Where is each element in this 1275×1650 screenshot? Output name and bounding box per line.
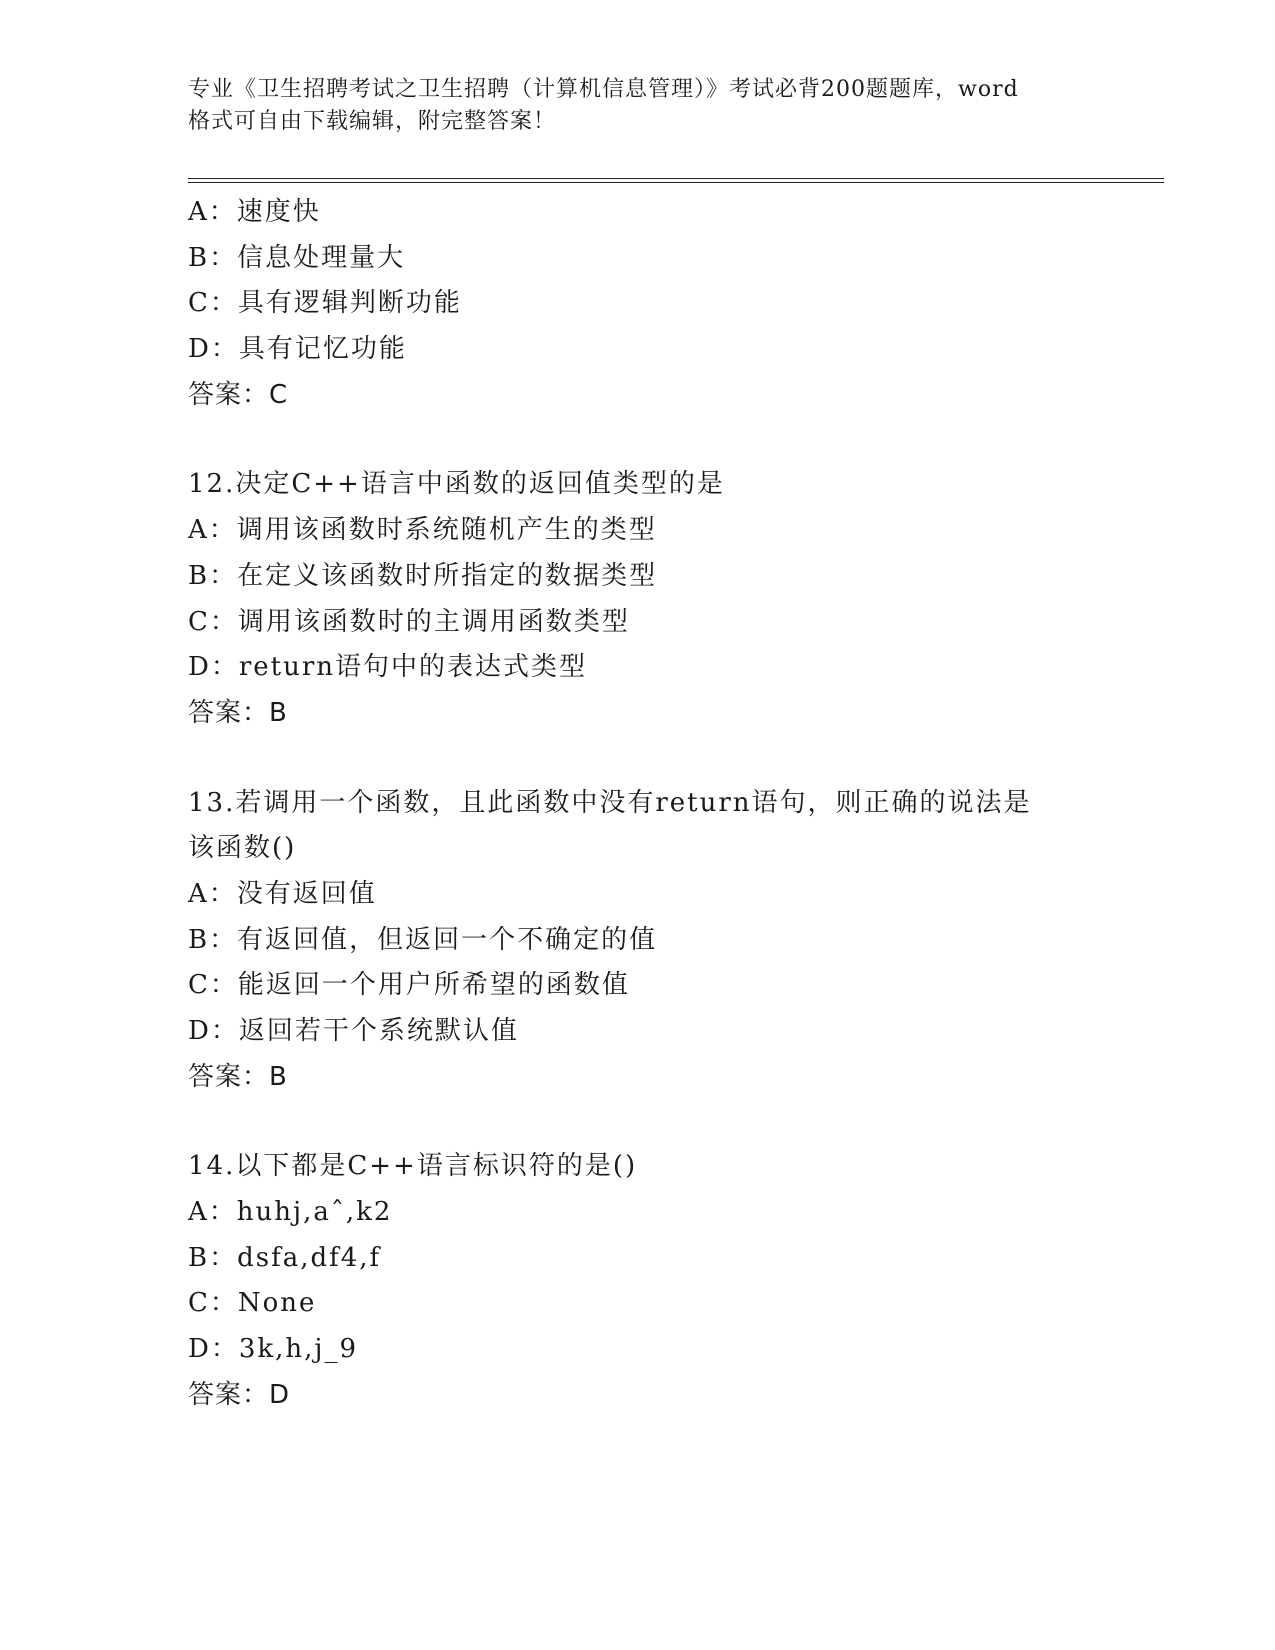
header-line-2: 格式可自由下载编辑，附完整答案！: [188, 109, 557, 134]
question-text: 14.以下都是C++语言标识符的是(): [188, 1151, 638, 1182]
option-b: B：有返回值，但返回一个不确定的值: [188, 924, 658, 955]
option-c: C：调用该函数时的主调用函数类型: [188, 606, 630, 637]
option-b: B：dsfa,df4,f: [188, 1242, 382, 1273]
answer: 答案：C: [188, 379, 289, 410]
option-d: D：3k,h,j_9: [188, 1334, 359, 1365]
option-c: C：具有逻辑判断功能: [188, 288, 462, 319]
answer: 答案：B: [188, 1061, 288, 1092]
question-11: [188, 190, 1164, 418]
answer: 答案：D: [188, 1379, 291, 1410]
option-b: B：信息处理量大: [188, 242, 406, 273]
question-text: 12.决定C++语言中函数的返回值类型的是: [188, 469, 725, 500]
document-header: [188, 74, 1088, 138]
document-body: [188, 190, 1164, 1419]
spacer: [188, 737, 1164, 781]
header-divider: [188, 178, 1164, 183]
option-d: D：return语句中的表达式类型: [188, 652, 588, 683]
spacer: [188, 1100, 1164, 1144]
option-c: C：能返回一个用户所希望的函数值: [188, 970, 630, 1001]
option-c: C：None: [188, 1288, 317, 1319]
question-text-line-1: 13.若调用一个函数，且此函数中没有return语句，则正确的说法是: [188, 787, 1032, 818]
option-a: A：调用该函数时系统随机产生的类型: [188, 515, 657, 546]
question-text-line-2: 该函数(): [188, 833, 297, 864]
question-14: [188, 1144, 1164, 1418]
option-a: A：没有返回值: [188, 878, 377, 909]
spacer: [188, 418, 1164, 462]
answer: 答案：B: [188, 697, 288, 728]
option-b: B：在定义该函数时所指定的数据类型: [188, 560, 658, 591]
option-a: A：速度快: [188, 197, 321, 227]
question-12: [188, 462, 1164, 736]
option-d: D：具有记忆功能: [188, 334, 407, 365]
option-a: A：huhj,aˆ,k2: [188, 1197, 393, 1228]
option-d: D：返回若干个系统默认值: [188, 1016, 519, 1046]
question-13: [188, 781, 1164, 1101]
header-line-1: 专业《卫生招聘考试之卫生招聘（计算机信息管理）》考试必背200题题库，word: [188, 77, 1019, 102]
